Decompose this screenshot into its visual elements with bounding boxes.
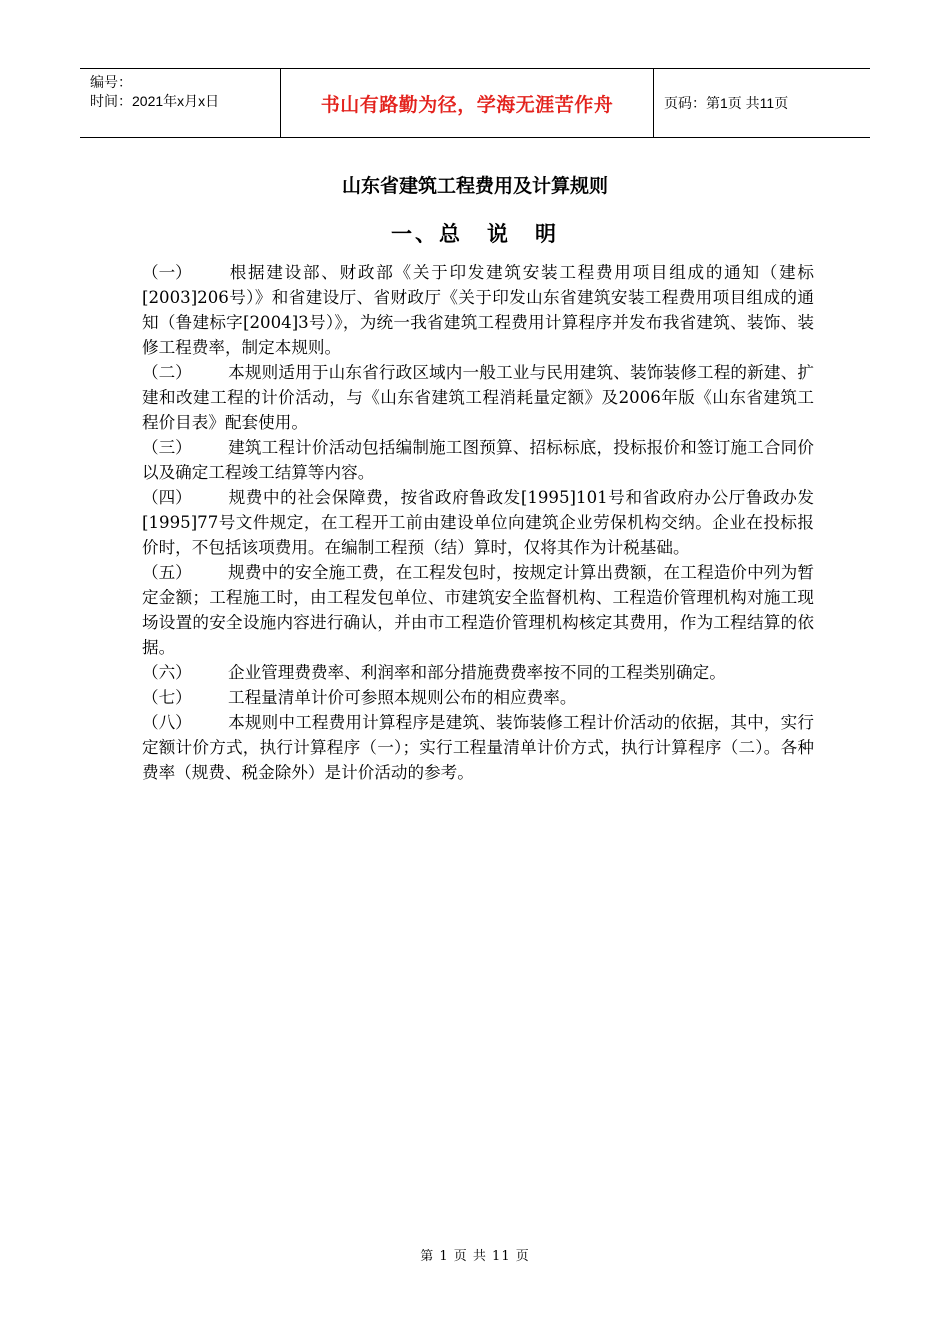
paragraph-number: （四） (142, 488, 192, 507)
date-label: 时间：2021年x月x日 (90, 93, 220, 109)
header-page-cell (654, 69, 870, 137)
paragraph-6 (142, 660, 814, 685)
paragraph-number: （七） (142, 688, 192, 707)
section-title: 一、总 说 明 (391, 222, 559, 246)
paragraph-text: 建筑工程计价活动包括编制施工图预算、招标标底，投标报价和签订施工合同价以及确定工程竣工结算等内容。 (142, 438, 814, 482)
paragraph-text: 规费中的社会保障费，按省政府鲁政发[1995]101号和省政府办公厅鲁政办发[1995]77号文件规定，在工程开工前由建设单位向建筑企业劳保机构交纳。企业在投标报价时，不包括该项费用。在编制工程预（结）算时，仅将其作为计税基础。 (142, 488, 814, 557)
page-footer: 第 1 页 共 11 页 (420, 1249, 530, 1264)
paragraph-number: （一） (142, 263, 192, 282)
paragraph-number: （三） (142, 438, 192, 457)
paragraph-1 (142, 260, 814, 360)
paragraph-4 (142, 485, 814, 560)
number-label: 编号： (90, 74, 132, 90)
paragraph-text: 根据建设部、财政部《关于印发建筑安装工程费用项目组成的通知（建标[2003]206号）》和省建设厅、省财政厅《关于印发山东省建筑安装工程费用项目组成的通知（鲁建标字[2004]3号）》，为统一我省建筑工程费用计算程序并发布我省建筑、装饰、装修工程费率，制定本规则。 (142, 263, 814, 357)
paragraph-text: 企业管理费费率、利润率和部分措施费费率按不同的工程类别确定。 (228, 663, 726, 682)
document-title: 山东省建筑工程费用及计算规则 (341, 175, 608, 197)
header-meta-cell (80, 69, 281, 137)
header-table (80, 68, 870, 138)
paragraph-text: 本规则中工程费用计算程序是建筑、装饰装修工程计价活动的依据，其中，实行定额计价方式，执行计算程序（一）；实行工程量清单计价方式，执行计算程序（二）。各种费率（规费、税金除外）是计价活动的参考。 (142, 713, 814, 782)
paragraph-number: （五） (142, 563, 192, 582)
paragraph-3 (142, 435, 814, 485)
body-text (142, 260, 814, 785)
paragraph-text: 规费中的安全施工费，在工程发包时，按规定计算出费额，在工程造价中列为暂定金额；工程施工时，由工程发包单位、市建筑安全监督机构、工程造价管理机构对施工现场设置的安全设施内容进行确认，并由市工程造价管理机构核定其费用，作为工程结算的依据。 (142, 563, 814, 657)
paragraph-7 (142, 685, 814, 710)
paragraph-number: （八） (142, 713, 192, 732)
paragraph-text: 本规则适用于山东省行政区域内一般工业与民用建筑、装饰装修工程的新建、扩建和改建工程的计价活动，与《山东省建筑工程消耗量定额》及2006年版《山东省建筑工程价目表》配套使用。 (142, 363, 814, 432)
paragraph-text: 工程量清单计价可参照本规则公布的相应费率。 (228, 688, 577, 707)
paragraph-8 (142, 710, 814, 785)
paragraph-number: （二） (142, 363, 192, 382)
paragraph-2 (142, 360, 814, 435)
paragraph-number: （六） (142, 663, 192, 682)
page-info: 页码：第1页 共11页 (664, 95, 789, 111)
paragraph-5 (142, 560, 814, 660)
motto-text: 书山有路勤为径，学海无涯苦作舟 (320, 93, 614, 116)
header-motto-cell (281, 69, 654, 137)
